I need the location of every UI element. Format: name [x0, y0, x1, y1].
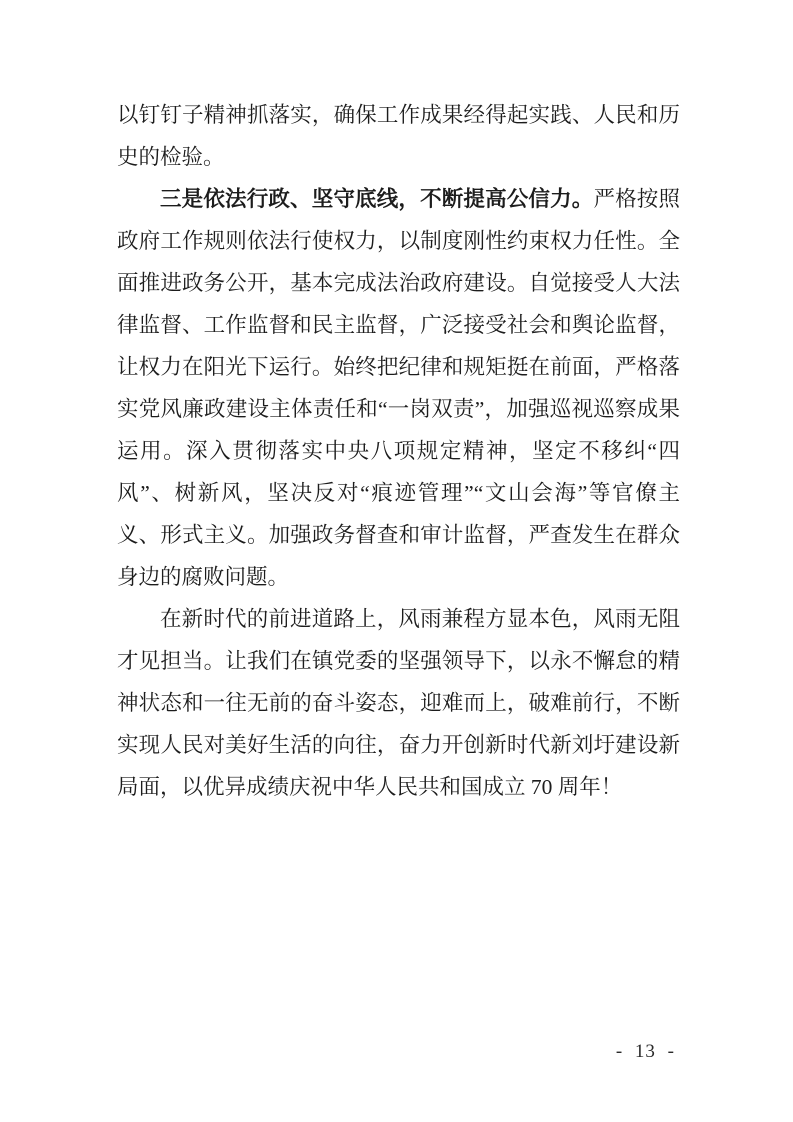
page-number-label: - 13 -: [615, 1041, 675, 1062]
paragraph-closing: [117, 598, 680, 808]
paragraph-text: 严格按照政府工作规则依法行使权力，以制度刚性约束权力任性。全面推进政务公开，基本完成法治政府建设。自觉接受人大法律监督、工作监督和民主监督，广泛接受社会和舆论监督，让权力在阳光下运行。始终把纪律和规矩挺在前面，严格落实党风廉政建设主体责任和“一岗双责”，加强巡视巡察成果运用。深入贯彻落实中央八项规定精神，坚定不移纠“四风”、树新风，坚决反对“痕迹管理”“文山会海”等官僚主义、形式主义。加强政务督查和审计监督，严查发生在群众身边的腐败问题。: [117, 187, 680, 589]
paragraph-text: 以钉钉子精神抓落实，确保工作成果经得起实践、人民和历史的检验。: [117, 103, 680, 169]
document-body: [117, 94, 680, 808]
section-heading-bold: 三是依法行政、坚守底线，不断提高公信力。: [160, 187, 594, 211]
paragraph-section-three: [117, 178, 680, 598]
paragraph-continuation: [117, 94, 680, 178]
paragraph-text: 在新时代的前进道路上，风雨兼程方显本色，风雨无阻才见担当。让我们在镇党委的坚强领导下，以永不懈怠的精神状态和一往无前的奋斗姿态，迎难而上，破难前行，不断实现人民对美好生活的向往，奋力开创新时代新刘圩建设新局面，以优异成绩庆祝中华人民共和国成立 70 周年！: [117, 607, 680, 799]
page-number: [616, 1041, 675, 1063]
